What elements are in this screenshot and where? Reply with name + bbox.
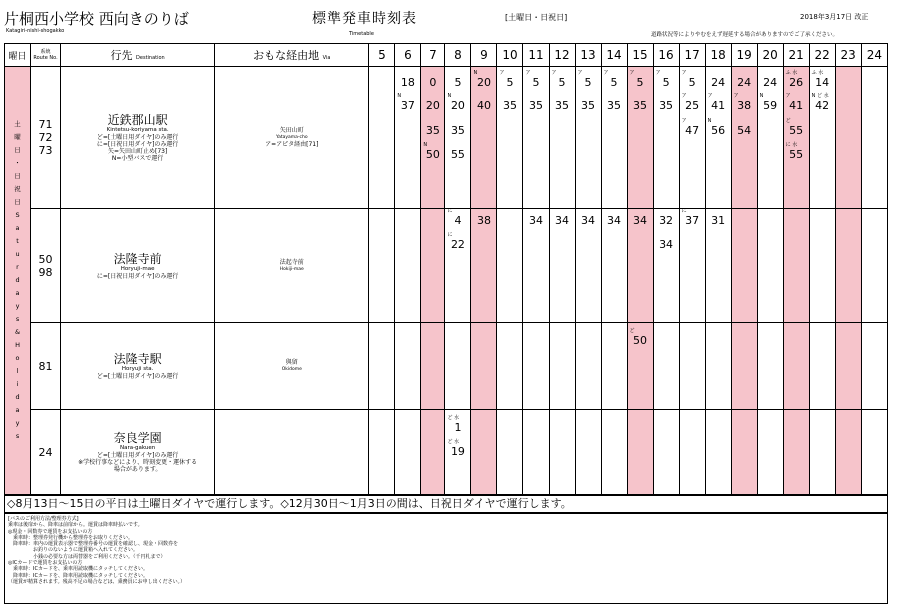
route-row [5,323,888,410]
departure-minute: 35 [659,99,674,112]
stop-name: 片桐西小学校 西向きのりば [4,10,189,28]
legend-line: 乗車時：整理券発行機から整理券をお取りください。 [8,534,134,541]
route-numbers [31,209,61,323]
page-title-en: Timetable [349,31,374,37]
departure-minute: 56 [711,124,726,137]
hour-cell-6 [395,67,421,209]
hour-cell-22 [809,323,835,410]
departure-mark: ア [655,70,661,76]
departure-minute: 31 [711,214,726,227]
hour-cell-17 [679,209,705,323]
departure-minute: 34 [528,214,543,227]
hour-header-20: 20 [757,44,783,67]
hour-header-8: 8 [445,44,471,67]
hour-header-22: 22 [809,44,835,67]
destination-note: N=小型バスで運行 [111,155,164,162]
hour-cell-14 [601,209,627,323]
hour-cell-8 [445,67,471,209]
timetable-grid [4,43,888,495]
route-number: 50 [38,252,53,266]
departure-mark: に 水 [785,142,798,148]
departure-minute: 55 [789,148,804,161]
hour-cell-19 [731,323,757,410]
departure-mark: ア [629,70,635,76]
departure-minute: 35 [633,99,648,112]
departure-mark: ア [603,70,609,76]
hour-cell-20 [757,410,783,495]
hour-cell-12 [549,67,575,209]
departure-minute: 41 [789,99,804,112]
hour-header-15: 15 [627,44,653,67]
departure-minute: 20 [476,76,491,89]
route-number: 81 [38,359,53,373]
hour-cell-7 [421,410,445,495]
hour-cell-12 [549,410,575,495]
destination-cell [61,67,215,209]
departure-minute: 35 [502,99,517,112]
hour-cell-6 [395,410,421,495]
destination-name: 法隆寺駅 [113,352,162,366]
hour-header-11: 11 [523,44,549,67]
departure-mark: ア [551,70,557,76]
departure-minute: 59 [763,99,778,112]
hour-cell-21 [783,209,809,323]
departure-mark: ふ 水 [811,70,824,76]
departure-mark: N [473,70,478,76]
destination-note: ど=[土曜日用ダイヤ]のみ運行 [96,373,179,380]
destination-cell [61,323,215,410]
hour-cell-5 [369,323,395,410]
hour-cell-9 [471,410,497,495]
hour-cell-10 [497,323,523,410]
departure-minute: 5 [584,76,592,89]
destination-romaji: Horyuji sta. [121,366,154,372]
via-romaji: Yatayama-cho [275,135,308,140]
hour-cell-5 [369,410,395,495]
hour-cell-24 [861,67,887,209]
legend-line: 降車時：ICカードを、降車用読取機にタッチしてください。 [8,572,148,579]
hour-cell-8 [445,323,471,410]
departure-minute: 38 [476,214,491,227]
hour-cell-8 [445,410,471,495]
departure-minute: 55 [789,124,804,137]
hour-cell-9 [471,209,497,323]
departure-minute: 35 [528,99,543,112]
hour-cell-22 [809,67,835,209]
hour-header-24: 24 [861,44,887,67]
hour-cell-10 [497,67,523,209]
departure-minute: 5 [636,76,644,89]
departure-minute: 5 [506,76,514,89]
legend-line: ◎ICカードで運賃をお支払いの方 [8,560,83,567]
hour-cell-11 [523,323,549,410]
departure-minute: 55 [450,148,465,161]
hour-header-6: 6 [395,44,421,67]
departure-minute: 34 [607,214,622,227]
route-number: 24 [38,445,53,459]
hour-cell-24 [861,410,887,495]
route-number: 72 [38,131,53,144]
departure-mark: ア [785,93,791,99]
hour-cell-20 [757,323,783,410]
hour-cell-15 [627,67,653,209]
departure-minute: 20 [450,99,465,112]
day-type-label: [土曜日・日祝日] [505,13,568,22]
departure-mark: ア [525,70,531,76]
revision-date: 2018年3月17日 改正 [800,13,869,21]
hour-cell-17 [679,410,705,495]
hour-cell-8 [445,209,471,323]
via-cell [215,410,369,495]
departure-minute: 37 [400,99,415,112]
hour-cell-22 [809,410,835,495]
departure-mark: ア [577,70,583,76]
hour-cell-16 [653,323,679,410]
departure-mark: N [423,142,428,148]
destination-cell [61,410,215,495]
destination-name: 奈良学園 [113,431,162,445]
fare-instructions [4,513,888,604]
hour-header-7: 7 [421,44,445,67]
hour-cell-9 [471,67,497,209]
departure-minute: 5 [610,76,618,89]
departure-minute: 35 [450,124,465,137]
hour-cell-18 [705,410,731,495]
departure-minute: 19 [450,445,465,458]
destination-romaji: Kintetsu-koriyama sta. [106,127,169,133]
departure-mark: に [447,208,453,214]
hour-cell-18 [705,323,731,410]
hour-cell-14 [601,410,627,495]
departure-mark: ど [629,328,635,334]
departure-minute: 5 [688,76,696,89]
departure-minute: 54 [737,124,752,137]
hour-cell-23 [835,410,861,495]
departure-mark: ア [733,93,739,99]
departure-mark: N [397,93,402,99]
departure-minute: 26 [789,76,804,89]
hour-header-17: 17 [679,44,705,67]
hour-cell-16 [653,410,679,495]
hour-cell-17 [679,323,705,410]
hour-cell-11 [523,209,549,323]
route-row [5,67,888,209]
departure-minute: 35 [581,99,596,112]
departure-minute: 4 [454,214,462,227]
via-note: ア=アピタ経由[71] [265,141,319,148]
via-column-header: おもな経由地 Via [215,44,369,67]
hour-header-19: 19 [731,44,757,67]
legend-line: 乗車時：ICカードを、乗車用読取機にタッチしてください。 [8,566,148,573]
hour-cell-20 [757,67,783,209]
departure-mark: ア [681,118,687,124]
hour-cell-21 [783,323,809,410]
hour-header-14: 14 [601,44,627,67]
departure-minute: 35 [607,99,622,112]
destination-note: ど=[土曜日用ダイヤ]のみ運行 [96,134,179,141]
destination-romaji: Horyuji-mae [120,265,155,272]
hour-cell-10 [497,209,523,323]
hour-cell-10 [497,410,523,495]
hour-cell-5 [369,67,395,209]
departure-minute: 41 [711,99,726,112]
destination-note: ど=[土曜日用ダイヤ]のみ運行 [96,452,179,459]
hour-cell-19 [731,67,757,209]
hour-cell-7 [421,67,445,209]
via-romaji: Hokiji-mae [279,266,304,272]
route-number: 71 [38,118,53,131]
route-column-header: 系統 Route No. [31,44,61,67]
via-cell [215,67,369,209]
legend-line: お釣りのないように運賃箱へ入れてください。 [8,547,139,554]
destination-note: 場合があります。 [113,466,162,473]
hour-cell-11 [523,67,549,209]
page-title: 標準発車時刻表 [312,11,417,27]
delay-notice: 道路状況等によりやむをえず遅延する場合がありますのでご了承ください。 [651,32,839,38]
departure-minute: 50 [633,334,648,347]
route-number: 98 [38,265,53,279]
departure-minute: 20 [425,99,440,112]
departure-minute: 35 [425,124,440,137]
hour-header-16: 16 [653,44,679,67]
departure-mark: ふ 水 [785,70,798,76]
hour-cell-19 [731,410,757,495]
holiday-notice: ◇8月13日～15日の平日は土曜日ダイヤで運行します。◇12月30日～1月3日の間は、日祝日ダイヤで運行します。 [4,495,888,513]
hour-cell-13 [575,410,601,495]
legend-line: 小銭の必要な方は両替器をご利用ください。（千円札まで） [8,553,166,560]
hour-cell-6 [395,209,421,323]
hour-cell-21 [783,67,809,209]
stop-romaji: Katagiri-nishi-shogakko [6,28,65,34]
departure-minute: 34 [633,214,648,227]
hour-cell-7 [421,323,445,410]
departure-minute: 37 [685,214,700,227]
departure-mark: N ど 水 [811,93,829,99]
route-numbers [31,67,61,209]
hour-cell-24 [861,209,887,323]
route-row [5,410,888,495]
hour-cell-24 [861,323,887,410]
hour-cell-15 [627,209,653,323]
departure-mark: ど 水 [447,439,460,445]
destination-note: に=[日祝日用ダイヤ]のみ運行 [96,272,179,280]
destination-column-header: 行先 Destination [61,44,215,67]
departure-minute: 22 [450,238,465,251]
departure-minute: 40 [476,99,491,112]
departure-mark: N [447,93,452,99]
hour-cell-16 [653,209,679,323]
departure-minute: 5 [662,76,670,89]
departure-mark: ア [499,70,505,76]
departure-minute: 47 [685,124,700,137]
departure-minute: 24 [763,76,778,89]
destination-note: に=[日祝日用ダイヤ]のみ運行 [96,141,179,148]
hour-cell-5 [369,209,395,323]
departure-mark: N [707,118,712,124]
hour-cell-15 [627,410,653,495]
departure-mark: ア [707,93,713,99]
departure-minute: 24 [711,76,726,89]
hour-header-9: 9 [471,44,497,67]
via-name: 矢田山町 [279,127,304,134]
destination-note: ※学校行事などにより、時刻変更・運休する [78,459,198,466]
hour-cell-16 [653,67,679,209]
hour-header-13: 13 [575,44,601,67]
hour-header-21: 21 [783,44,809,67]
hour-cell-14 [601,323,627,410]
via-cell [215,209,369,323]
hour-cell-23 [835,209,861,323]
via-name: 與留 [285,359,298,366]
hour-cell-11 [523,410,549,495]
hour-cell-12 [549,323,575,410]
departure-minute: 42 [815,99,830,112]
departure-minute: 32 [659,214,674,227]
via-cell [215,323,369,410]
hour-cell-14 [601,67,627,209]
hour-cell-6 [395,323,421,410]
via-name: 法起寺前 [279,258,304,266]
departure-minute: 18 [400,76,415,89]
day-column-header: 曜日 [5,44,31,67]
destination-name: 法隆寺前 [113,251,162,266]
hour-cell-9 [471,323,497,410]
departure-minute: 14 [815,76,830,89]
hour-cell-7 [421,209,445,323]
hour-cell-13 [575,67,601,209]
departure-minute: 24 [737,76,752,89]
departure-mark: ア [681,70,687,76]
hour-cell-20 [757,209,783,323]
destination-cell [61,209,215,323]
hour-cell-19 [731,209,757,323]
departure-mark: ど 水 [447,415,460,421]
departure-minute: 5 [454,76,462,89]
hour-cell-17 [679,67,705,209]
via-romaji: Okidome [281,367,302,372]
route-numbers [31,410,61,495]
hour-cell-18 [705,209,731,323]
hour-header-18: 18 [705,44,731,67]
departure-mark: に [447,232,453,238]
hour-cell-22 [809,209,835,323]
departure-minute: 1 [454,421,462,434]
destination-name: 近鉄郡山駅 [107,113,168,127]
hour-cell-23 [835,67,861,209]
departure-minute: 38 [737,99,752,112]
legend-line: （運賃が精算されます。残高不足の場合などは、乗務員にお申し出ください。） [8,578,186,585]
hour-cell-18 [705,67,731,209]
route-number: 73 [38,144,53,157]
departure-mark: ど [785,118,791,124]
hour-header-10: 10 [497,44,523,67]
hour-cell-23 [835,323,861,410]
departure-minute: 35 [555,99,569,112]
departure-minute: 34 [555,214,569,227]
hour-cell-12 [549,209,575,323]
route-row [5,209,888,323]
legend-line: [バスのご利用方法/整理券方式] [8,516,79,522]
departure-minute: 5 [532,76,540,89]
hour-cell-13 [575,209,601,323]
departure-minute: 34 [581,214,596,227]
hour-header-5: 5 [369,44,395,67]
hour-cell-21 [783,410,809,495]
destination-note: 矢=矢田山町止め[73] [107,148,168,155]
hour-cell-15 [627,323,653,410]
departure-mark: ア [681,93,687,99]
departure-mark: に [681,208,687,214]
legend-line: 乗車は後扉から、降車は前扉から。運賃は降車時払いです。 [8,522,143,529]
hour-header-23: 23 [835,44,861,67]
day-type-cell [5,67,31,495]
departure-mark: N [759,93,764,99]
departure-minute: 34 [659,238,674,251]
departure-minute: 25 [685,99,700,112]
route-numbers [31,323,61,410]
day-type-vertical-text: 土 曜 日 ・ 日 祝 日 S a t u r d a y s & H o l i d a y s [14,120,21,440]
departure-minute: 5 [558,76,566,89]
departure-minute: 50 [425,148,440,161]
hour-cell-13 [575,323,601,410]
legend-line: 降車時：車内の運賃表示器で整理券番号の運賃を確認し、現金・回数券を [8,541,179,548]
hour-header-12: 12 [549,44,575,67]
legend-line: ◎現金・回数券で運賃をお支払いの方 [8,528,93,535]
departure-minute: 0 [429,76,437,89]
destination-romaji: Nara-gakuen [119,445,156,451]
